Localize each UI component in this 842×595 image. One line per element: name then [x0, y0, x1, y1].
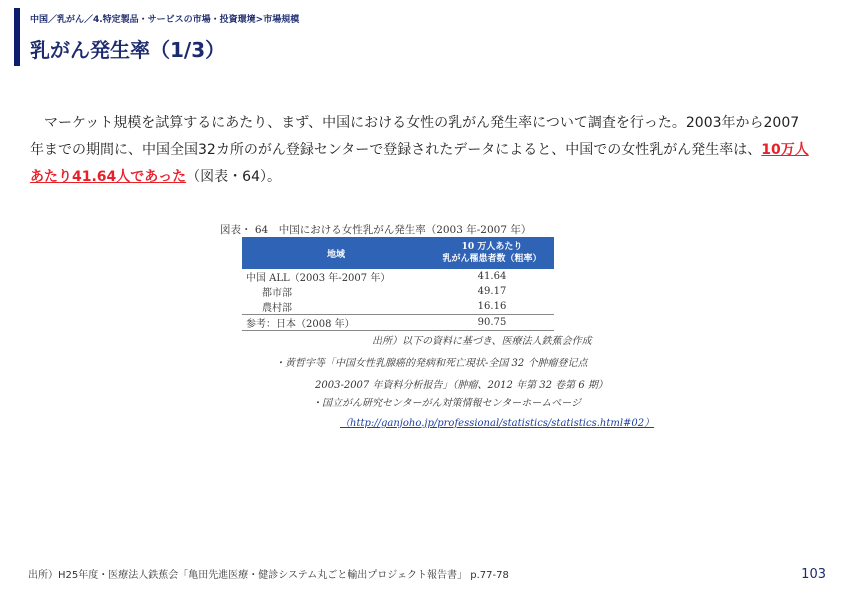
column-header-region: 地域	[242, 237, 430, 269]
region-cell: 中国 ALL（2003 年-2007 年）	[246, 273, 391, 284]
value-cell: 41.64	[477, 271, 507, 282]
body-text-before: マーケット規模を試算するにあたり、まず、中国における女性の乳がん発生率について調査を行った。2003年から2007年までの期間に、中国全国32カ所のがん登録センターで登録されたデータによると、中国での女性乳がん発生率は、	[30, 115, 800, 158]
breadcrumb: 中国／乳がん／4.特定製品・サービスの市場・投資環境>市場規模	[30, 15, 300, 25]
page-number: 103	[801, 567, 826, 582]
figure-source-line: ・国立がん研究センターがん対策情報センターホームページ	[312, 398, 581, 409]
figure-64	[220, 222, 655, 432]
highlighted-statistic: 10万人あたり41.64人であった	[30, 142, 809, 185]
title-accent-bar	[14, 8, 20, 66]
incidence-table	[242, 237, 554, 331]
table-row	[242, 315, 554, 331]
table-header-row	[242, 237, 554, 269]
footer-source: 出所）H25年度・医療法人鉄蕉会「亀田先進医療・健診システム丸ごと輸出プロジェクト報告書」 p.77-78	[28, 570, 509, 581]
table-row	[242, 284, 554, 299]
value-cell: 49.17	[477, 286, 507, 297]
table-row	[242, 269, 554, 284]
value-cell: 90.75	[430, 315, 554, 331]
column-header-incidence: 10 万人あたり 乳がん罹患者数（粗率）	[430, 237, 554, 269]
region-cell: 農村部	[262, 303, 292, 314]
region-cell: 都市部	[262, 288, 292, 299]
body-text-after: （図表・64）。	[186, 169, 281, 185]
figure-source-line: ・黄哲宇等「中国女性乳腺癌的発病和死亡現状-全国 32 个肿瘤登记点	[275, 358, 588, 369]
figure-source-line: 2003-2007 年資料分析报告」（肿瘤、2012 年第 32 卷第 6 期）	[315, 380, 608, 391]
figure-source-heading: 出所）以下の資料に基づき、医療法人鉄蕉会作成	[372, 336, 592, 347]
table-row	[242, 299, 554, 315]
body-paragraph	[30, 110, 810, 191]
page-title: 乳がん発生率（1/3）	[30, 38, 226, 62]
figure-caption: 図表・ 64 中国における女性乳がん発生率（2003 年-2007 年）	[220, 224, 532, 236]
region-cell: 参考：日本（2008 年）	[242, 315, 430, 331]
value-cell: 16.16	[477, 301, 507, 312]
figure-source-url: （http://ganjoho.jp/professional/statistics/statistics.html#02）	[340, 418, 655, 429]
